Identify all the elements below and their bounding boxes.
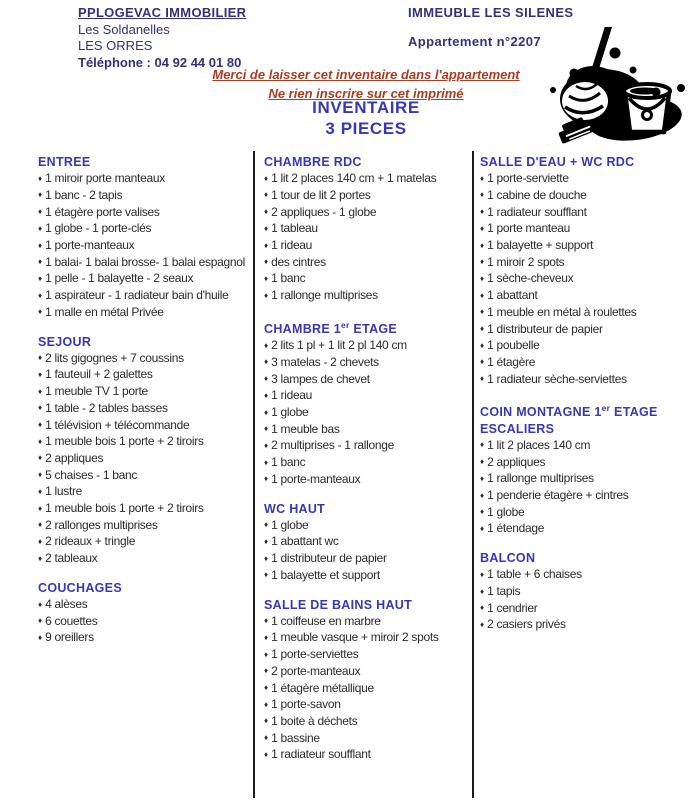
section-salle-d-eau-wc-rdc: [480, 154, 685, 387]
inventory-item: [38, 450, 250, 467]
diamond-bullet-icon: ♦: [264, 536, 269, 546]
inventory-item: [38, 517, 250, 534]
inventory-item: [264, 220, 468, 237]
section-couchages: [38, 580, 250, 646]
diamond-bullet-icon: ♦: [264, 273, 269, 283]
item-text: 1 rideau: [271, 238, 313, 253]
inventory-item: [264, 170, 468, 187]
diamond-bullet-icon: ♦: [264, 733, 269, 743]
item-text: 1 meuble vasque + miroir 2 spots: [271, 630, 439, 645]
item-text: 1 globe: [487, 504, 525, 519]
inventory-item: [38, 500, 250, 517]
inventory-column-1: [38, 154, 250, 659]
item-text: 2 appliques: [487, 454, 546, 469]
column-divider-right: [472, 151, 474, 798]
inventory-item: [264, 696, 468, 713]
diamond-bullet-icon: ♦: [480, 473, 485, 483]
item-text: 2 tableaux: [45, 551, 98, 566]
inventory-item: [38, 237, 250, 254]
diamond-bullet-icon: ♦: [38, 386, 43, 396]
item-text: 1 rallonge multiprises: [487, 471, 594, 486]
diamond-bullet-icon: ♦: [38, 353, 43, 363]
section-title: BALCON: [480, 551, 536, 566]
diamond-bullet-icon: ♦: [264, 649, 269, 659]
inventory-item: [38, 287, 250, 304]
diamond-bullet-icon: ♦: [480, 586, 485, 596]
item-text: 1 fauteuil + 2 galettes: [45, 367, 153, 382]
item-text: 2 appliques - 1 globe: [271, 204, 377, 219]
section-coin-montagne-1er-etage-escaliers: [480, 400, 685, 537]
section-sejour: [38, 334, 250, 567]
item-text: 1 radiateur sèche-serviettes: [487, 371, 627, 386]
item-text: 1 radiateur soufflant: [271, 747, 371, 762]
item-text: 2 multiprises - 1 rallonge: [271, 438, 395, 453]
section-subtitle: ESCALIERS: [480, 421, 555, 436]
item-text: 2 porte-manteaux: [271, 663, 361, 678]
document-subtitle: 3 PIECES: [325, 119, 407, 138]
inventory-item: [38, 417, 250, 434]
diamond-bullet-icon: ♦: [264, 666, 269, 676]
inventory-column-2: [264, 154, 468, 776]
section-title: ENTREE: [38, 155, 91, 169]
diamond-bullet-icon: ♦: [264, 520, 269, 530]
item-text: 1 étendage: [487, 521, 545, 536]
item-text: 6 couettes: [45, 613, 98, 628]
diamond-bullet-icon: ♦: [480, 357, 485, 367]
inventory-item: [480, 287, 685, 304]
item-text: des cintres: [271, 254, 326, 269]
inventory-item: [264, 517, 468, 534]
inventory-item: [38, 170, 250, 187]
item-text: 1 meuble bois 1 porte + 2 tiroirs: [45, 501, 204, 516]
diamond-bullet-icon: ♦: [480, 273, 485, 283]
item-text: 1 globe: [271, 405, 309, 419]
inventory-item: [38, 366, 250, 383]
item-text: 2 appliques: [45, 450, 104, 465]
item-text: 1 meuble bas: [271, 421, 340, 436]
section-chambre-rdc: [264, 154, 468, 304]
diamond-bullet-icon: ♦: [480, 290, 485, 300]
item-text: 1 abattant: [487, 288, 538, 303]
item-text: 1 rideau: [271, 388, 313, 403]
diamond-bullet-icon: ♦: [38, 520, 43, 530]
section-title: CHAMBRE 1er ETAGE: [264, 319, 398, 336]
agency-phone: Téléphone : 04 92 44 01 80: [78, 54, 242, 70]
inventory-item: [264, 550, 468, 567]
inventory-item: [480, 470, 685, 487]
item-text: 1 porte-savon: [271, 697, 341, 712]
inventory-item: [480, 437, 685, 454]
diamond-bullet-icon: ♦: [38, 503, 43, 513]
inventory-item: [264, 730, 468, 747]
agency-residence: Les Soldanelles: [78, 21, 170, 37]
inventory-column-3: [480, 154, 685, 646]
inventory-item: [38, 467, 250, 484]
inventory-item: [264, 237, 468, 254]
diamond-bullet-icon: ♦: [264, 457, 269, 467]
item-text: 5 chaises - 1 banc: [45, 467, 138, 482]
inventory-item: [264, 287, 468, 304]
diamond-bullet-icon: ♦: [38, 207, 43, 217]
item-text: 1 rallonge multiprises: [271, 288, 378, 303]
diamond-bullet-icon: ♦: [480, 324, 485, 334]
inventory-item: [480, 583, 685, 600]
notice-line-2: Ne rien inscrire sur cet imprimé: [268, 86, 464, 101]
item-text: 2 rideaux + tringle: [45, 534, 136, 549]
item-text: 1 abattant wc: [271, 534, 339, 549]
section-title: SALLE D'EAU + WC RDC: [480, 155, 635, 169]
inventory-item: [38, 204, 250, 221]
inventory-item: [264, 567, 468, 584]
diamond-bullet-icon: ♦: [264, 390, 269, 400]
inventory-item: [480, 520, 685, 537]
inventory-item: [264, 713, 468, 730]
inventory-item: [480, 187, 685, 204]
inventory-item: [480, 204, 685, 221]
diamond-bullet-icon: ♦: [264, 632, 269, 642]
item-text: 1 table + 6 chaises: [487, 567, 582, 582]
inventory-item: [264, 680, 468, 697]
diamond-bullet-icon: ♦: [38, 403, 43, 413]
column-divider-left: [253, 151, 255, 798]
inventory-item: [264, 746, 468, 763]
diamond-bullet-icon: ♦: [38, 470, 43, 480]
inventory-item: [264, 646, 468, 663]
diamond-bullet-icon: ♦: [480, 223, 485, 233]
inventory-item: [480, 170, 685, 187]
diamond-bullet-icon: ♦: [38, 553, 43, 563]
inventory-item: [264, 421, 468, 438]
diamond-bullet-icon: ♦: [38, 436, 43, 446]
inventory-item: [38, 433, 250, 450]
diamond-bullet-icon: ♦: [38, 369, 43, 379]
inventory-item: [38, 220, 250, 237]
diamond-bullet-icon: ♦: [38, 307, 43, 317]
diamond-bullet-icon: ♦: [480, 440, 485, 450]
item-text: 1 étagère métallique: [271, 680, 374, 695]
item-text: 1 coiffeuse en marbre: [271, 613, 381, 628]
diamond-bullet-icon: ♦: [480, 603, 485, 613]
diamond-bullet-icon: ♦: [38, 599, 43, 609]
inventory-item: [480, 270, 685, 287]
inventory-item: [480, 454, 685, 471]
item-text: 1 meuble bois 1 porte + 2 tiroirs: [45, 434, 204, 449]
item-text: 2 lits gigognes + 7 coussins: [45, 350, 184, 365]
document-title: INVENTAIRE: [312, 98, 420, 117]
diamond-bullet-icon: ♦: [480, 490, 485, 500]
diamond-bullet-icon: ♦: [480, 569, 485, 579]
item-text: 1 boite à déchets: [271, 713, 358, 728]
section-title: COIN MONTAGNE 1er ETAGE: [480, 403, 658, 420]
section-title: COUCHAGES: [38, 580, 122, 595]
agency-name: PPLOGEVAC IMMOBILIER: [78, 5, 247, 20]
inventory-item: [480, 337, 685, 354]
inventory-item: [480, 304, 685, 321]
diamond-bullet-icon: ♦: [264, 553, 269, 563]
item-text: 1 cabine de douche: [487, 187, 587, 202]
diamond-bullet-icon: ♦: [480, 173, 485, 183]
diamond-bullet-icon: ♦: [38, 257, 43, 267]
diamond-bullet-icon: ♦: [264, 699, 269, 709]
section-chambre-1er-etage: [264, 317, 468, 488]
diamond-bullet-icon: ♦: [38, 173, 43, 183]
item-text: 1 tableau: [271, 221, 318, 236]
inventory-item: [38, 254, 250, 271]
inventory-item: [264, 337, 468, 354]
inventory-item: [38, 304, 250, 321]
item-text: 4 alèses: [45, 597, 88, 612]
section-title: CHAMBRE RDC: [264, 155, 362, 169]
diamond-bullet-icon: ♦: [264, 616, 269, 626]
item-text: 1 banc: [271, 271, 306, 286]
inventory-item: [264, 387, 468, 404]
apartment-number: Appartement n°2207: [408, 34, 542, 49]
diamond-bullet-icon: ♦: [38, 223, 43, 233]
item-text: 2 lits 1 pl + 1 lit 2 pl 140 cm: [271, 338, 407, 353]
inventory-item: [38, 629, 250, 646]
diamond-bullet-icon: ♦: [264, 683, 269, 693]
item-text: 1 balayette et support: [271, 567, 380, 582]
inventory-item: [264, 404, 468, 421]
diamond-bullet-icon: ♦: [38, 486, 43, 496]
inventory-item: [38, 613, 250, 630]
inventory-item: [480, 220, 685, 237]
item-text: 1 radiateur soufflant: [487, 204, 587, 219]
item-text: 1 penderie étagère + cintres: [487, 488, 629, 503]
section-entree: [38, 154, 250, 321]
diamond-bullet-icon: ♦: [38, 290, 43, 300]
item-text: 1 cendrier: [487, 600, 538, 615]
diamond-bullet-icon: ♦: [38, 632, 43, 642]
diamond-bullet-icon: ♦: [264, 190, 269, 200]
inventory-item: [38, 187, 250, 204]
inventory-item: [264, 187, 468, 204]
diamond-bullet-icon: ♦: [264, 570, 269, 580]
diamond-bullet-icon: ♦: [480, 374, 485, 384]
item-text: 1 étagère porte valises: [45, 204, 160, 219]
building-name: IMMEUBLE LES SILENES: [408, 5, 574, 20]
item-text: 1 table - 2 tables basses: [45, 400, 168, 415]
item-text: 1 lit 2 places 140 cm + 1 matelas: [271, 171, 437, 186]
diamond-bullet-icon: ♦: [38, 240, 43, 250]
item-text: 1 lit 2 places 140 cm: [487, 437, 591, 452]
inventory-item: [264, 371, 468, 388]
inventory-item: [480, 600, 685, 617]
diamond-bullet-icon: ♦: [264, 290, 269, 300]
item-text: 1 pelle - 1 balayette - 2 seaux: [45, 271, 194, 286]
diamond-bullet-icon: ♦: [480, 619, 485, 629]
diamond-bullet-icon: ♦: [264, 240, 269, 250]
inventory-item: [480, 354, 685, 371]
inventory-item: [264, 454, 468, 471]
item-text: 1 sèche-cheveux: [487, 271, 574, 286]
diamond-bullet-icon: ♦: [480, 457, 485, 467]
inventory-item: [480, 504, 685, 521]
inventory-item: [264, 629, 468, 646]
item-text: 3 matelas - 2 chevets: [271, 354, 379, 369]
diamond-bullet-icon: ♦: [264, 340, 269, 350]
diamond-bullet-icon: ♦: [264, 357, 269, 367]
item-text: 1 globe: [271, 517, 309, 532]
inventory-item: [264, 663, 468, 680]
item-text: 1 porte-manteaux: [271, 471, 361, 486]
section-title: WC HAUT: [264, 501, 326, 516]
inventory-item: [480, 237, 685, 254]
diamond-bullet-icon: ♦: [264, 407, 269, 417]
diamond-bullet-icon: ♦: [38, 420, 43, 430]
section-title: SEJOUR: [38, 334, 92, 349]
inventory-item: [38, 350, 250, 367]
section-balcon: [480, 550, 685, 633]
inventory-item: [480, 371, 685, 388]
item-text: 1 porte manteau: [487, 221, 570, 236]
inventory-item: [264, 254, 468, 271]
item-text: 1 balai- 1 balai brosse- 1 balai espagnol: [45, 254, 245, 269]
item-text: 2 casiers privés: [487, 617, 566, 632]
item-text: 1 étagère: [487, 354, 536, 369]
item-text: 1 meuble TV 1 porte: [45, 384, 148, 399]
item-text: 1 aspirateur - 1 radiateur bain d'huile: [45, 288, 229, 303]
diamond-bullet-icon: ♦: [480, 240, 485, 250]
item-text: 1 tapis: [487, 584, 521, 599]
notice-line-1: Merci de laisser cet inventaire dans l'appartement: [212, 67, 520, 82]
diamond-bullet-icon: ♦: [480, 257, 485, 267]
diamond-bullet-icon: ♦: [264, 424, 269, 434]
inventory-item: [38, 550, 250, 567]
inventory-item: [38, 383, 250, 400]
inventory-item: [264, 270, 468, 287]
inventory-item: [480, 487, 685, 504]
section-title: SALLE DE BAINS HAUT: [264, 597, 413, 612]
diamond-bullet-icon: ♦: [264, 257, 269, 267]
inventory-item: [480, 254, 685, 271]
inventory-item: [480, 566, 685, 583]
inventory-item: [38, 596, 250, 613]
diamond-bullet-icon: ♦: [480, 190, 485, 200]
item-text: 1 distributeur de papier: [271, 551, 387, 566]
agency-block: [78, 5, 246, 71]
agency-city: LES ORRES: [78, 38, 153, 53]
diamond-bullet-icon: ♦: [264, 716, 269, 726]
inventory-item: [264, 533, 468, 550]
item-text: 1 balayette + support: [487, 238, 594, 253]
diamond-bullet-icon: ♦: [38, 273, 43, 283]
inventory-item: [38, 400, 250, 417]
diamond-bullet-icon: ♦: [264, 440, 269, 450]
item-text: 1 banc - 2 tapis: [45, 187, 123, 202]
item-text: 1 télévision + télécommande: [45, 417, 190, 432]
item-text: 1 miroir porte manteaux: [45, 171, 165, 186]
inventory-item: [264, 437, 468, 454]
item-text: 1 tour de lit 2 portes: [271, 187, 371, 202]
diamond-bullet-icon: ♦: [264, 749, 269, 759]
inventory-item: [38, 270, 250, 287]
diamond-bullet-icon: ♦: [480, 307, 485, 317]
item-text: 1 bassine: [271, 730, 320, 745]
diamond-bullet-icon: ♦: [480, 507, 485, 517]
item-text: 1 porte-serviettes: [271, 647, 359, 662]
diamond-bullet-icon: ♦: [38, 616, 43, 626]
item-text: 1 distributeur de papier: [487, 321, 603, 336]
inventory-item: [264, 204, 468, 221]
item-text: 2 rallonges multiprises: [45, 517, 158, 532]
diamond-bullet-icon: ♦: [480, 340, 485, 350]
item-text: 9 oreillers: [45, 630, 94, 645]
diamond-bullet-icon: ♦: [264, 207, 269, 217]
item-text: 3 lampes de chevet: [271, 371, 370, 386]
inventory-item: [264, 613, 468, 630]
inventory-item: [480, 616, 685, 633]
item-text: 1 miroir 2 spots: [487, 254, 565, 269]
diamond-bullet-icon: ♦: [38, 536, 43, 546]
item-text: 1 malle en métal Privée: [45, 304, 164, 319]
diamond-bullet-icon: ♦: [38, 453, 43, 463]
diamond-bullet-icon: ♦: [480, 207, 485, 217]
diamond-bullet-icon: ♦: [264, 223, 269, 233]
inventory-item: [264, 354, 468, 371]
diamond-bullet-icon: ♦: [264, 173, 269, 183]
inventory-item: [480, 321, 685, 338]
item-text: 1 porte-manteaux: [45, 238, 135, 253]
item-text: 1 meuble en métal à roulettes: [487, 304, 637, 319]
item-text: 1 banc: [271, 455, 306, 470]
item-text: 1 poubelle: [487, 338, 540, 353]
inventory-item: [264, 471, 468, 488]
section-wc-haut: [264, 501, 468, 584]
item-text: 1 porte-serviette: [487, 171, 569, 186]
diamond-bullet-icon: ♦: [38, 190, 43, 200]
inventory-item: [38, 483, 250, 500]
diamond-bullet-icon: ♦: [264, 474, 269, 484]
section-salle-de-bains-haut: [264, 597, 468, 764]
item-text: 1 globe - 1 porte-clés: [45, 221, 152, 236]
inventory-item: [38, 533, 250, 550]
diamond-bullet-icon: ♦: [480, 523, 485, 533]
item-text: 1 lustre: [45, 484, 83, 499]
document-title-block: [44, 97, 688, 139]
diamond-bullet-icon: ♦: [264, 374, 269, 384]
